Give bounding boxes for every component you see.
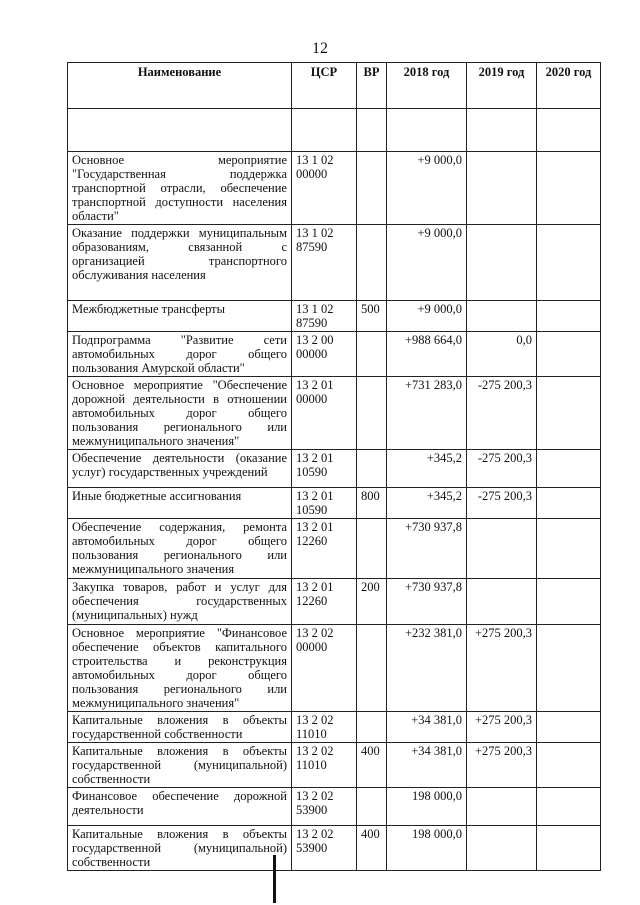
- budget-table: [67, 62, 601, 871]
- cell-csr: 13 2 02 53900: [292, 788, 357, 826]
- cell-vr: [357, 152, 387, 225]
- table-row: [68, 450, 601, 488]
- header-csr: ЦСР: [292, 63, 357, 109]
- cell-name: Оказание поддержки муниципальным образованиям, связанной с организацией транспортного обслуживания населения: [68, 225, 292, 301]
- header-2018: 2018 год: [387, 63, 467, 109]
- cell-csr: 13 2 01 12260: [292, 519, 357, 579]
- cell-vr: [357, 450, 387, 488]
- cell-2019: [467, 826, 537, 871]
- cell-name: Закупка товаров, работ и услуг для обеспечения государственных (муниципальных) нужд: [68, 579, 292, 625]
- cell-2020: [537, 743, 601, 788]
- cell-name: Капитальные вложения в объекты государственной собственности: [68, 712, 292, 743]
- header-vr: ВР: [357, 63, 387, 109]
- table-header-row: [68, 63, 601, 109]
- cell-2018: +731 283,0: [387, 377, 467, 450]
- cell-2019: -275 200,3: [467, 450, 537, 488]
- cell-2018: +9 000,0: [387, 152, 467, 225]
- cell-csr: 13 2 01 10590: [292, 488, 357, 519]
- blank-row: [68, 109, 601, 152]
- cell-2020: [537, 152, 601, 225]
- cell-csr: 13 2 01 12260: [292, 579, 357, 625]
- table-row: [68, 579, 601, 625]
- cell-2018: +9 000,0: [387, 225, 467, 301]
- cell-2019: [467, 519, 537, 579]
- table-row: [68, 743, 601, 788]
- cell-2018: 198 000,0: [387, 826, 467, 871]
- cell-2020: [537, 450, 601, 488]
- cell-vr: 500: [357, 301, 387, 332]
- cell-2018: +988 664,0: [387, 332, 467, 377]
- cell-2019: [467, 225, 537, 301]
- cell-vr: 400: [357, 743, 387, 788]
- cell-csr: 13 2 02 11010: [292, 743, 357, 788]
- cell-2018: +345,2: [387, 450, 467, 488]
- cell-2019: -275 200,3: [467, 377, 537, 450]
- cell-2018: +232 381,0: [387, 625, 467, 712]
- cell-name: Финансовое обеспечение дорожной деятельности: [68, 788, 292, 826]
- cell-2019: [467, 152, 537, 225]
- table-row: [68, 519, 601, 579]
- cell-csr: 13 2 02 53900: [292, 826, 357, 871]
- cell-2020: [537, 488, 601, 519]
- cell-vr: [357, 519, 387, 579]
- cell-2019: [467, 788, 537, 826]
- cell-2019: -275 200,3: [467, 488, 537, 519]
- cell-2019: 0,0: [467, 332, 537, 377]
- cell-csr: 13 2 01 10590: [292, 450, 357, 488]
- table-row: [68, 332, 601, 377]
- cell-csr: 13 2 02 11010: [292, 712, 357, 743]
- cell-name: Основное мероприятие "Государственная поддержка транспортной отрасли, обеспечение транспортной доступности населения области": [68, 152, 292, 225]
- cell-name: Капитальные вложения в объекты государственной (муниципальной) собственности: [68, 743, 292, 788]
- cell-2019: +275 200,3: [467, 625, 537, 712]
- table-row: [68, 377, 601, 450]
- cell-2018: +9 000,0: [387, 301, 467, 332]
- cell-2020: [537, 625, 601, 712]
- cell-name: Обеспечение содержания, ремонта автомобильных дорог общего пользования регионального или межмуниципального значения: [68, 519, 292, 579]
- cell-name: Основное мероприятие "Финансовое обеспечение объектов капитального строительства и реконструкция автомобильных дорог общего пользования регионального или межмуниципального значения": [68, 625, 292, 712]
- cell-vr: [357, 788, 387, 826]
- table-row: [68, 826, 601, 871]
- table-row: [68, 301, 601, 332]
- header-2020: 2020 год: [537, 63, 601, 109]
- cell-2020: [537, 225, 601, 301]
- cell-vr: [357, 625, 387, 712]
- table-row: [68, 488, 601, 519]
- cell-name: Основное мероприятие "Обеспечение дорожной деятельности в отношении автомобильных дорог общего пользования регионального или межмуниципального значения": [68, 377, 292, 450]
- page-number: 12: [312, 40, 328, 57]
- cell-vr: [357, 377, 387, 450]
- cell-2018: +34 381,0: [387, 743, 467, 788]
- cell-2019: +275 200,3: [467, 743, 537, 788]
- cell-2020: [537, 788, 601, 826]
- table-row: [68, 788, 601, 826]
- cell-csr: 13 2 01 00000: [292, 377, 357, 450]
- table-row: [68, 712, 601, 743]
- table-row: [68, 625, 601, 712]
- cell-name: Подпрограмма "Развитие сети автомобильных дорог общего пользования Амурской области": [68, 332, 292, 377]
- cell-vr: 200: [357, 579, 387, 625]
- cell-vr: 800: [357, 488, 387, 519]
- cell-2020: [537, 826, 601, 871]
- cell-2019: [467, 301, 537, 332]
- cell-csr: 13 1 02 87590: [292, 301, 357, 332]
- cell-vr: [357, 712, 387, 743]
- cell-2020: [537, 712, 601, 743]
- cell-2020: [537, 301, 601, 332]
- cell-2018: 198 000,0: [387, 788, 467, 826]
- cell-csr: 13 1 02 87590: [292, 225, 357, 301]
- table-row: [68, 152, 601, 225]
- cell-name: Обеспечение деятельности (оказание услуг) государственных учреждений: [68, 450, 292, 488]
- cell-2019: [467, 579, 537, 625]
- cell-vr: [357, 225, 387, 301]
- cell-2018: +345,2: [387, 488, 467, 519]
- table-row: [68, 225, 601, 301]
- binding-mark: [273, 855, 276, 903]
- cell-2020: [537, 579, 601, 625]
- header-name: Наименование: [68, 63, 292, 109]
- cell-csr: 13 2 00 00000: [292, 332, 357, 377]
- cell-csr: 13 2 02 00000: [292, 625, 357, 712]
- cell-csr: 13 1 02 00000: [292, 152, 357, 225]
- cell-name: Иные бюджетные ассигнования: [68, 488, 292, 519]
- cell-name: Капитальные вложения в объекты государственной (муниципальной) собственности: [68, 826, 292, 871]
- cell-2020: [537, 377, 601, 450]
- cell-2018: +730 937,8: [387, 519, 467, 579]
- cell-2018: +34 381,0: [387, 712, 467, 743]
- cell-name: Межбюджетные трансферты: [68, 301, 292, 332]
- cell-2018: +730 937,8: [387, 579, 467, 625]
- cell-2020: [537, 332, 601, 377]
- header-2019: 2019 год: [467, 63, 537, 109]
- cell-2020: [537, 519, 601, 579]
- cell-vr: 400: [357, 826, 387, 871]
- cell-vr: [357, 332, 387, 377]
- cell-2019: +275 200,3: [467, 712, 537, 743]
